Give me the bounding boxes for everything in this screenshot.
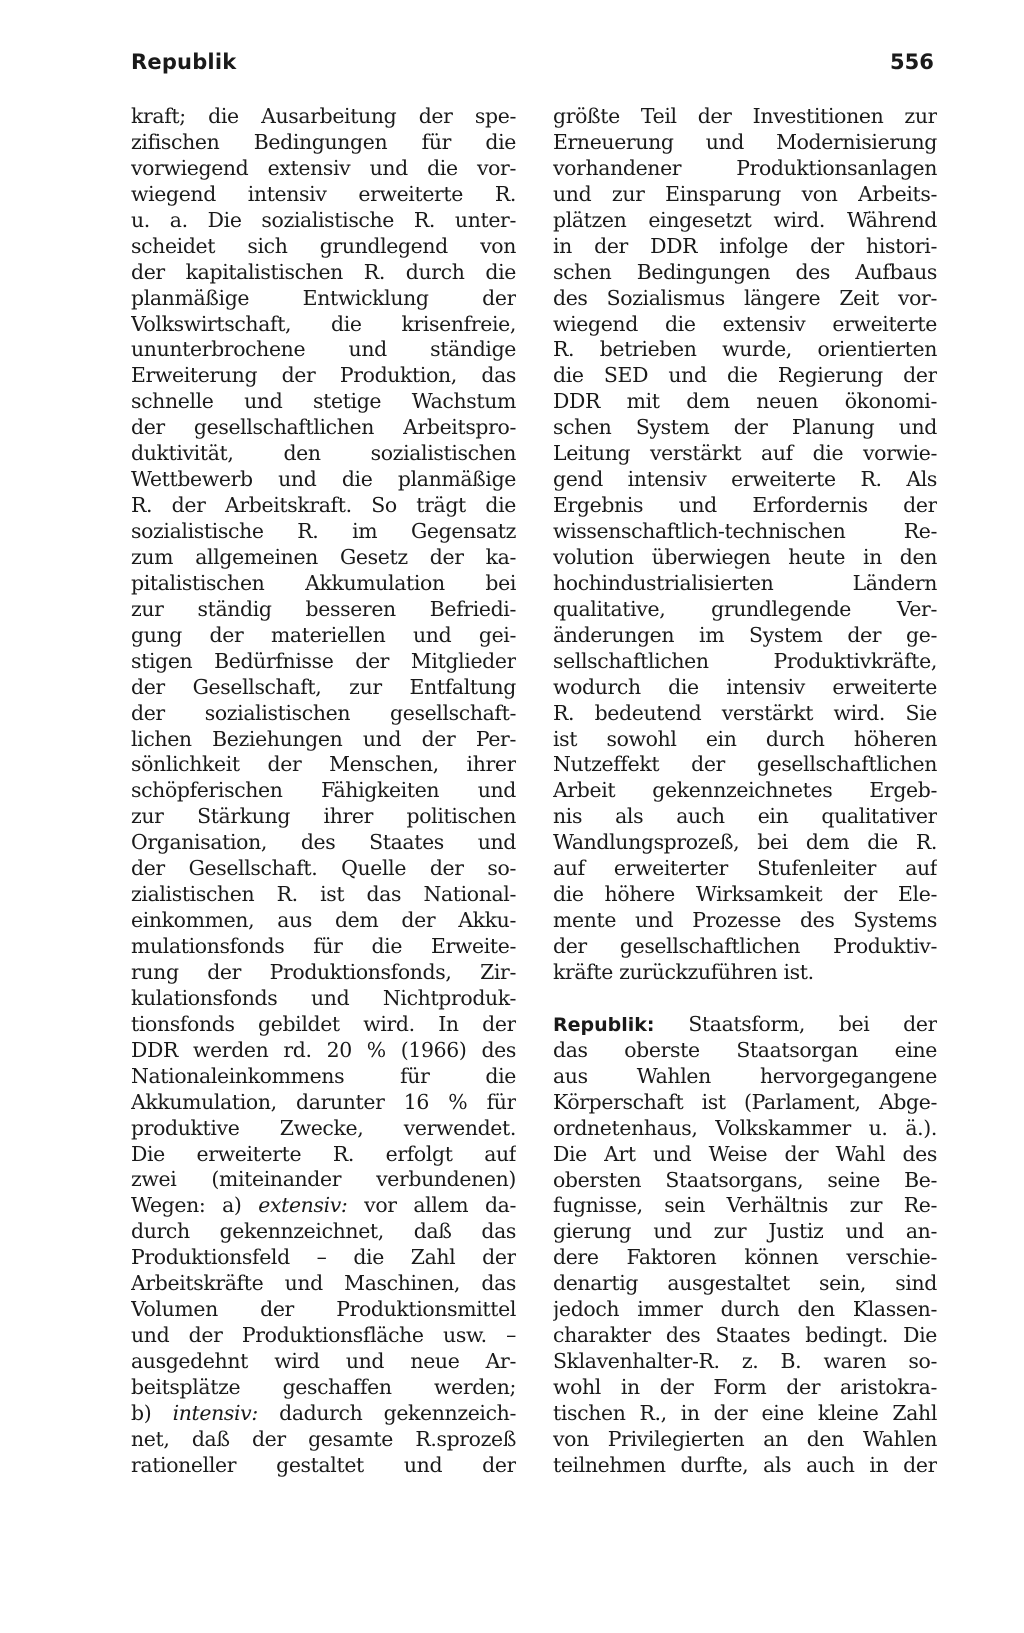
text-line: beitsplätze geschaffen werden;	[131, 1374, 516, 1399]
entry-term: Republik:	[553, 1013, 655, 1036]
text-line: der sozialistischen gesellschaft-	[131, 700, 516, 725]
left-column	[131, 104, 516, 1479]
text-line: der Gesellschaft. Quelle der so-	[131, 856, 516, 881]
text-line: ausgedehnt wird und neue Ar-	[131, 1349, 516, 1373]
text-line: die SED und die Regierung der	[553, 363, 937, 388]
text-line: nis als auch ein qualitativer	[553, 804, 937, 829]
text-line: u. a. Die sozialistische R. unter-	[131, 207, 516, 232]
text-line: denartig ausgestaltet sein, sind	[553, 1271, 937, 1296]
text-line: der Gesellschaft, zur Entfaltung	[131, 674, 516, 699]
text-line: DDR mit dem neuen ökonomi-	[553, 389, 937, 414]
text-line: rationeller gestaltet und der	[131, 1452, 516, 1477]
line-text: b)	[131, 1400, 173, 1425]
italic-term: extensiv:	[258, 1193, 348, 1218]
text-line: scheidet sich grundlegend von	[131, 233, 516, 258]
text-line: zialistischen R. ist das National-	[131, 882, 516, 907]
text-line: Erweiterung der Produktion, das	[131, 363, 516, 388]
text-line: Wettbewerb und die planmäßige	[131, 467, 516, 492]
text-line: gend intensiv erweiterte R. Als	[553, 467, 937, 492]
text-line: des Sozialismus längere Zeit vor-	[553, 285, 937, 310]
line-text: vor allem da-	[347, 1193, 516, 1218]
text-line: Volumen der Produktionsmittel	[131, 1297, 516, 1322]
text-line: Erneuerung und Modernisierung	[553, 129, 937, 154]
text-line: mulationsfonds für die Erweite-	[131, 934, 516, 958]
text-line: der kapitalistischen R. durch die	[131, 259, 516, 284]
text-line: kraft; die Ausarbeitung der spe-	[131, 104, 516, 128]
text-line: in der DDR infolge der histori-	[553, 233, 937, 258]
text-line: gierung und zur Justiz und an-	[553, 1219, 937, 1244]
text-line: obersten Staatsorgans, seine Be-	[553, 1167, 937, 1192]
text-line: R. betrieben wurde, orientierten	[553, 337, 937, 362]
text-line: sellschaftlichen Produktivkräfte,	[553, 648, 937, 673]
text-line: auf erweiterter Stufenleiter auf	[553, 856, 937, 881]
text-line: Akkumulation, darunter 16 % für	[131, 1089, 516, 1114]
page-number: 556	[890, 50, 934, 74]
text-line: Produktionsfeld – die Zahl der	[131, 1245, 516, 1270]
text-line: und zur Einsparung von Arbeits-	[553, 181, 937, 206]
text-line: qualitative, grundlegende Ver-	[553, 596, 937, 621]
line-text: Wegen: a)	[131, 1193, 259, 1218]
line-text: dadurch gekennzeich-	[257, 1400, 516, 1425]
text-line: durch gekennzeichnet, daß das	[131, 1219, 516, 1244]
text-line: Wandlungsprozeß, bei dem die R.	[553, 830, 937, 855]
text-line: pitalistischen Akkumulation bei	[131, 570, 516, 595]
text-line	[131, 1401, 516, 1427]
text-line: aus Wahlen hervorgegangene	[553, 1063, 937, 1088]
text-line: sönlichkeit der Menschen, ihrer	[131, 752, 516, 777]
text-line: hochindustrialisierten Ländern	[553, 570, 937, 595]
text-line: wissenschaftlich-technischen Re-	[553, 519, 937, 543]
text-line: net, daß der gesamte R.sprozeß	[131, 1426, 516, 1451]
text-line: duktivität, den sozialistischen	[131, 441, 516, 466]
text-line: R. der Arbeitskraft. So trägt die	[131, 493, 516, 518]
text-line: zwei (miteinander verbundenen)	[131, 1167, 516, 1192]
text-line: dere Faktoren können verschie-	[553, 1245, 937, 1270]
text-line: wodurch die intensiv erweiterte	[553, 674, 937, 699]
text-line: volution überwiegen heute in den	[553, 544, 937, 569]
text-line	[553, 1012, 937, 1038]
text-line: kulationsfonds und Nichtproduk-	[131, 985, 516, 1010]
line-text: Staatsform, bei der	[654, 1011, 937, 1036]
text-line: zifischen Bedingungen für die	[131, 129, 516, 154]
text-line: Ergebnis und Erfordernis der	[553, 493, 937, 518]
text-line	[131, 1193, 516, 1219]
text-line: größte Teil der Investitionen zur	[553, 104, 937, 128]
text-line: von Privilegierten an den Wahlen	[553, 1426, 937, 1451]
text-line: lichen Beziehungen und der Per-	[131, 726, 516, 751]
text-line: ist sowohl ein durch höheren	[553, 726, 937, 751]
text-line: Sklavenhalter-R. z. B. waren so-	[553, 1349, 937, 1374]
italic-term: intensiv:	[172, 1400, 258, 1425]
running-head: Republik	[131, 50, 237, 74]
text-line: mente und Prozesse des Systems	[553, 908, 937, 933]
text-line: R. bedeutend verstärkt wird. Sie	[553, 700, 937, 725]
text-line: zum allgemeinen Gesetz der ka-	[131, 544, 516, 569]
text-line: tionsfonds gebildet wird. In der	[131, 1011, 516, 1036]
text-line: charakter des Staates bedingt. Die	[553, 1323, 937, 1348]
text-line: und der Produktionsfläche usw. –	[131, 1323, 516, 1348]
text-line: die höhere Wirksamkeit der Ele-	[553, 882, 937, 907]
text-line: produktive Zwecke, verwendet.	[131, 1115, 516, 1140]
text-line: Organisation, des Staates und	[131, 830, 516, 855]
paragraph-gap	[553, 986, 937, 1012]
text-line: fugnisse, sein Verhältnis zur Re-	[553, 1193, 937, 1218]
text-line: Körperschaft ist (Parlament, Abge-	[553, 1089, 937, 1114]
text-line: Die Art und Weise der Wahl des	[553, 1141, 937, 1166]
text-line: schen System der Planung und	[553, 415, 937, 440]
text-line: zur ständig besseren Befriedi-	[131, 596, 516, 621]
text-line: Die erweiterte R. erfolgt auf	[131, 1141, 516, 1166]
text-line: änderungen im System der ge-	[553, 622, 937, 647]
text-line: jedoch immer durch den Klassen-	[553, 1297, 937, 1322]
text-line: ordnetenhaus, Volkskammer u. ä.).	[553, 1115, 937, 1140]
text-line: rung der Produktionsfonds, Zir-	[131, 959, 516, 984]
right-column	[553, 104, 937, 1479]
text-line: das oberste Staatsorgan eine	[553, 1037, 937, 1062]
text-line: schöpferischen Fähigkeiten und	[131, 778, 516, 803]
text-line: Nationaleinkommens für die	[131, 1063, 516, 1088]
text-line: planmäßige Entwicklung der	[131, 285, 516, 310]
text-line: der gesellschaftlichen Produktiv-	[553, 934, 937, 958]
text-line: Nutzeffekt der gesellschaftlichen	[553, 752, 937, 777]
text-line: zur Stärkung ihrer politischen	[131, 804, 516, 829]
text-line: kräfte zurückzuführen ist.	[553, 959, 814, 984]
text-line: wohl in der Form der aristokra-	[553, 1375, 937, 1399]
text-line: Arbeitskräfte und Maschinen, das	[131, 1271, 516, 1296]
text-line: tischen R., in der eine kleine Zahl	[553, 1400, 937, 1425]
text-line: stigen Bedürfnisse der Mitglieder	[131, 648, 516, 673]
text-line: der gesellschaftlichen Arbeitspro-	[131, 415, 516, 440]
text-line: einkommen, aus dem der Akku-	[131, 908, 516, 933]
text-line: gung der materiellen und gei-	[131, 622, 516, 647]
text-line: vorhandener Produktionsanlagen	[553, 155, 937, 180]
text-line: schnelle und stetige Wachstum	[131, 389, 516, 414]
text-line: sozialistische R. im Gegensatz	[131, 519, 516, 543]
text-line: vorwiegend extensiv und die vor-	[131, 155, 516, 180]
text-line: ununterbrochene und ständige	[131, 337, 516, 362]
text-line: plätzen eingesetzt wird. Während	[553, 207, 937, 232]
text-line: DDR werden rd. 20 % (1966) des	[131, 1037, 516, 1062]
text-line: Volkswirtschaft, die krisenfreie,	[131, 311, 516, 336]
text-line: teilnehmen durfte, als auch in der	[553, 1452, 937, 1477]
text-line: wiegend die extensiv erweiterte	[553, 311, 937, 336]
text-line: wiegend intensiv erweiterte R.	[131, 181, 516, 206]
text-line: schen Bedingungen des Aufbaus	[553, 259, 937, 284]
text-line: Arbeit gekennzeichnetes Ergeb-	[553, 778, 937, 803]
text-line: Leitung verstärkt auf die vorwie-	[553, 441, 937, 466]
